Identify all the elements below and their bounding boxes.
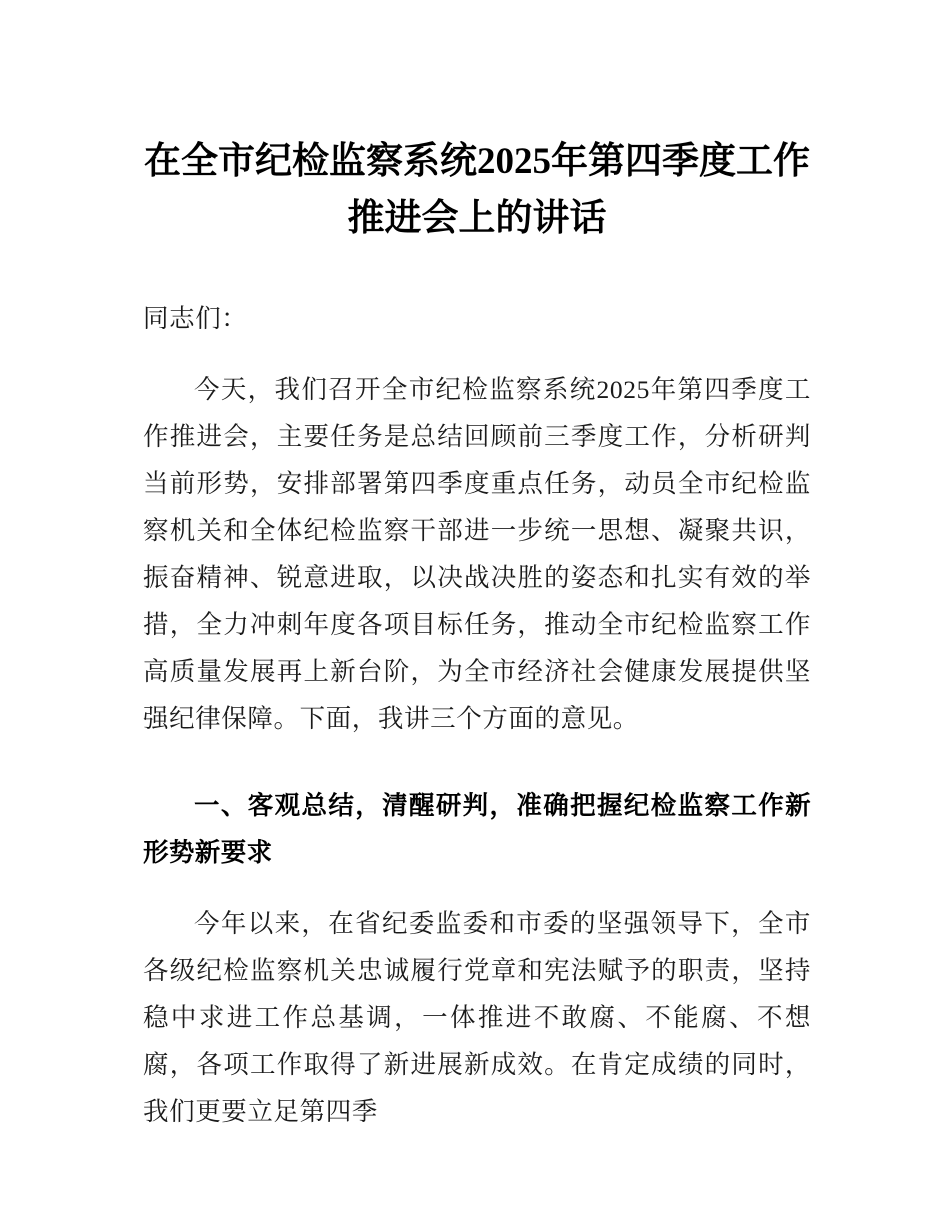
section-heading-one: 一、客观总结，清醒研判，准确把握纪检监察工作新形势新要求 [143,792,811,867]
section-one-paragraph: 今年以来，在省纪委监委和市委的坚强领导下，全市各级纪检监察机关忠诚履行党章和宪法赋予的职责，坚持稳中求进工作总基调，一体推进不敢腐、不能腐、不想腐，各项工作取得了新进展新成效。在肯定成绩的同时，我们更要立足第四季 [143,909,811,1126]
opening-paragraph: 今天，我们召开全市纪检监察系统2025年第四季度工作推进会，主要任务是总结回顾前三季度工作，分析研判当前形势，安排部署第四季度重点任务，动员全市纪检监察机关和全体纪检监察干部进一步统一思想、凝聚共识，振奋精神、锐意进取，以决战决胜的姿态和扎实有效的举措，全力冲刺年度各项目标任务，推动全市纪检监察工作高质量发展再上新台阶，为全市经济社会健康发展提供坚强纪律保障。下面，我讲三个方面的意见。 [143,375,811,733]
page-title: 在全市纪检监察系统2025年第四季度工作推进会上的讲话 [144,140,810,239]
salutation-line: 同志们： [143,304,248,333]
